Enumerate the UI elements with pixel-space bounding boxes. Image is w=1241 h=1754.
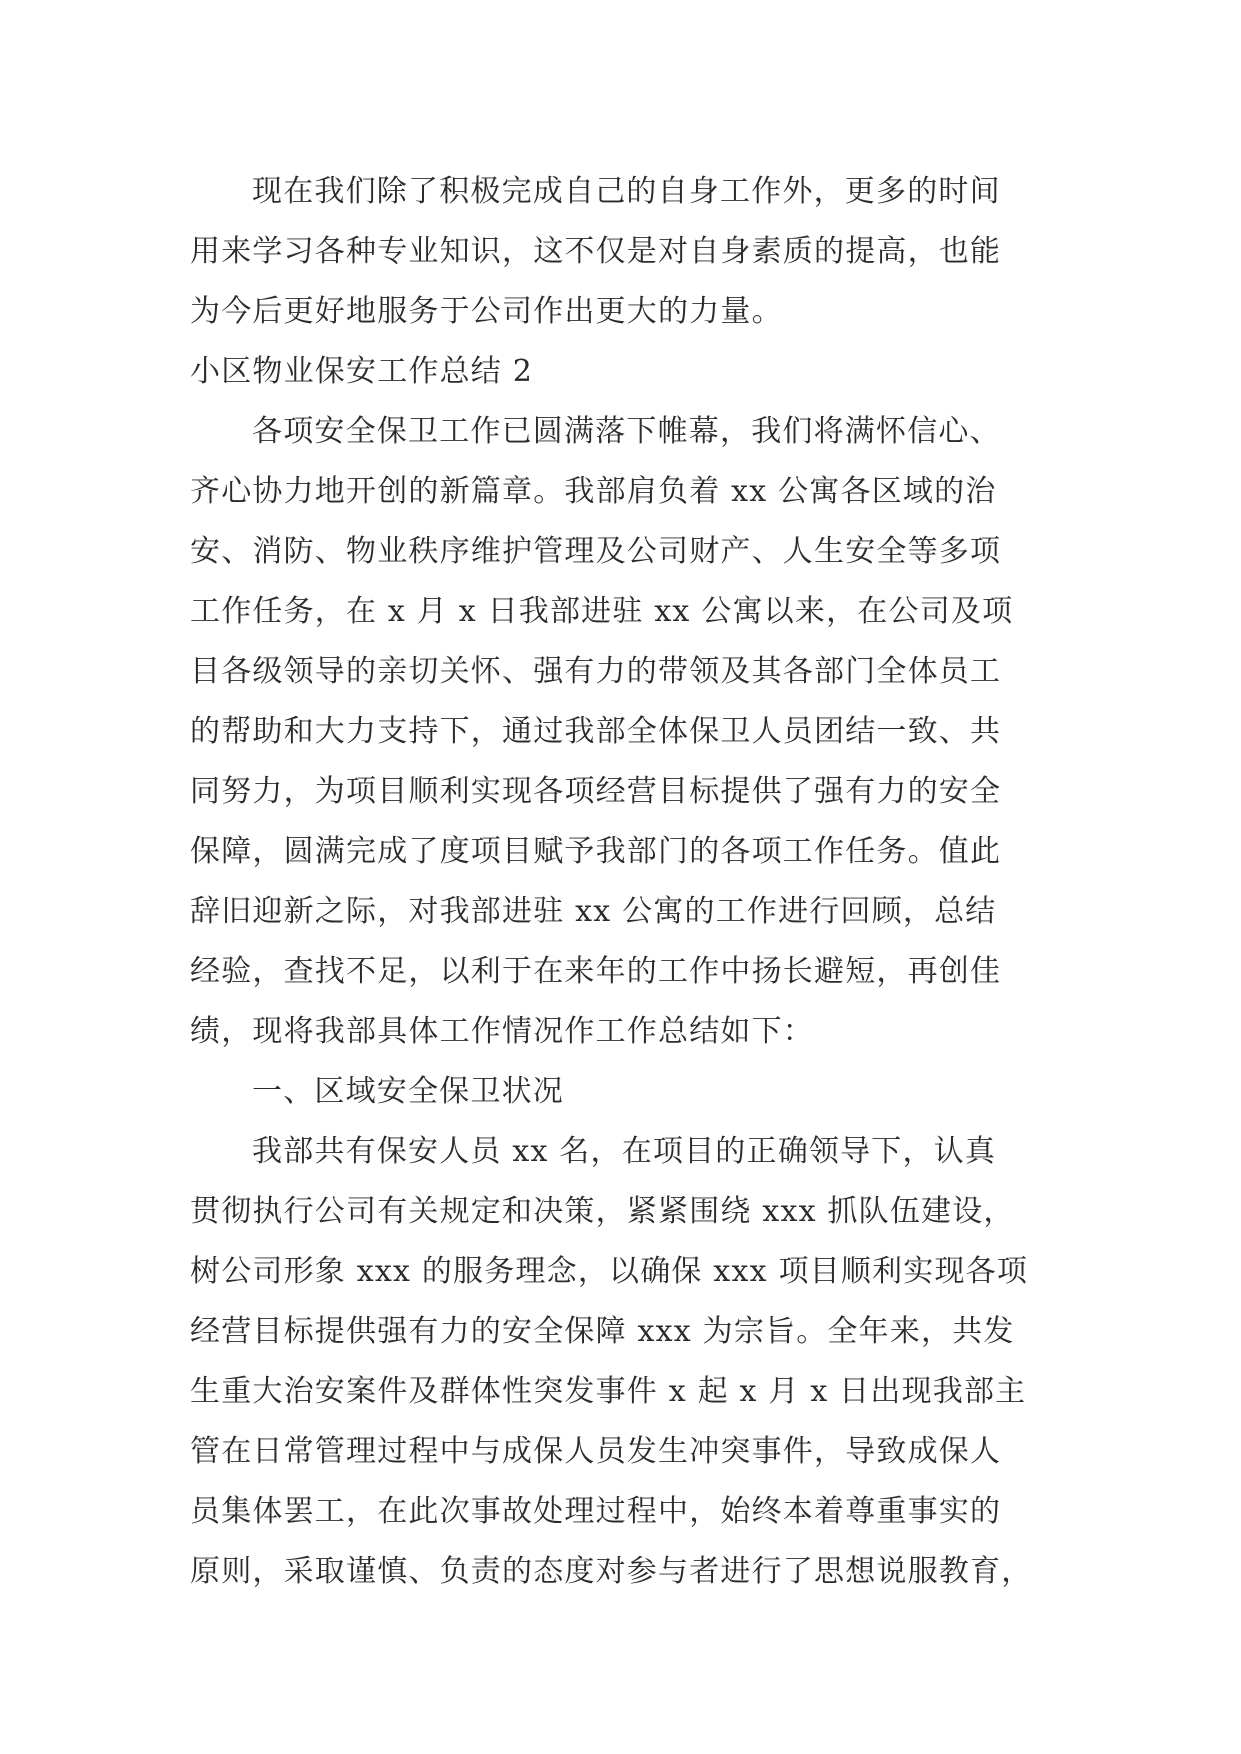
text-line: 安、消防、物业秩序维护管理及公司财产、人生安全等多项: [190, 534, 1002, 569]
text-line: 员集体罢工，在此次事故处理过程中，始终本着尊重事实的: [190, 1494, 1002, 1529]
text-line: 为今后更好地服务于公司作出更大的力量。: [190, 294, 783, 329]
text-line: 齐心协力地开创的新篇章。我部肩负着 xx 公寓各区域的治: [190, 474, 997, 509]
text-line: 辞旧迎新之际，对我部进驻 xx 公寓的工作进行回顾，总结: [190, 894, 997, 929]
section-heading: 小区物业保安工作总结 2: [190, 354, 534, 389]
text-line: 保障，圆满完成了度项目赋予我部门的各项工作任务。值此: [190, 834, 1002, 869]
text-line: 用来学习各种专业知识，这不仅是对自身素质的提高，也能: [190, 234, 1002, 269]
text-line: 经营目标提供强有力的安全保障 xxx 为宗旨。全年来，共发: [190, 1314, 1015, 1349]
text-line: 生重大治安案件及群体性突发事件 x 起 x 月 x 日出现我部主: [190, 1374, 1027, 1409]
text-line: 树公司形象 xxx 的服务理念，以确保 xxx 项目顺利实现各项: [190, 1254, 1029, 1289]
document-body: [190, 162, 1060, 1602]
text-line: 贯彻执行公司有关规定和决策，紧紧围绕 xxx 抓队伍建设，: [190, 1194, 1015, 1229]
text-line: 原则，采取谨慎、负责的态度对参与者进行了思想说服教育，: [190, 1554, 1033, 1589]
text-line: 目各级领导的亲切关怀、强有力的带领及其各部门全体员工: [190, 654, 1002, 689]
text-line: 各项安全保卫工作已圆满落下帷幕，我们将满怀信心、: [252, 414, 1001, 449]
text-line: 同努力，为项目顺利实现各项经营目标提供了强有力的安全: [190, 774, 1002, 809]
text-line: 现在我们除了积极完成自己的自身工作外，更多的时间: [252, 174, 1001, 209]
text-line: 工作任务，在 x 月 x 日我部进驻 xx 公寓以来，在公司及项: [190, 594, 1014, 629]
text-line: 经验，查找不足，以利于在来年的工作中扬长避短，再创佳: [190, 954, 1002, 989]
text-line: 绩，现将我部具体工作情况作工作总结如下：: [190, 1014, 814, 1049]
text-line: 我部共有保安人员 xx 名，在项目的正确领导下，认真: [252, 1134, 997, 1169]
subsection-heading: 一、区域安全保卫状况: [252, 1074, 564, 1109]
text-line: 管在日常管理过程中与成保人员发生冲突事件，导致成保人: [190, 1434, 1002, 1469]
text-line: 的帮助和大力支持下，通过我部全体保卫人员团结一致、共: [190, 714, 1002, 749]
